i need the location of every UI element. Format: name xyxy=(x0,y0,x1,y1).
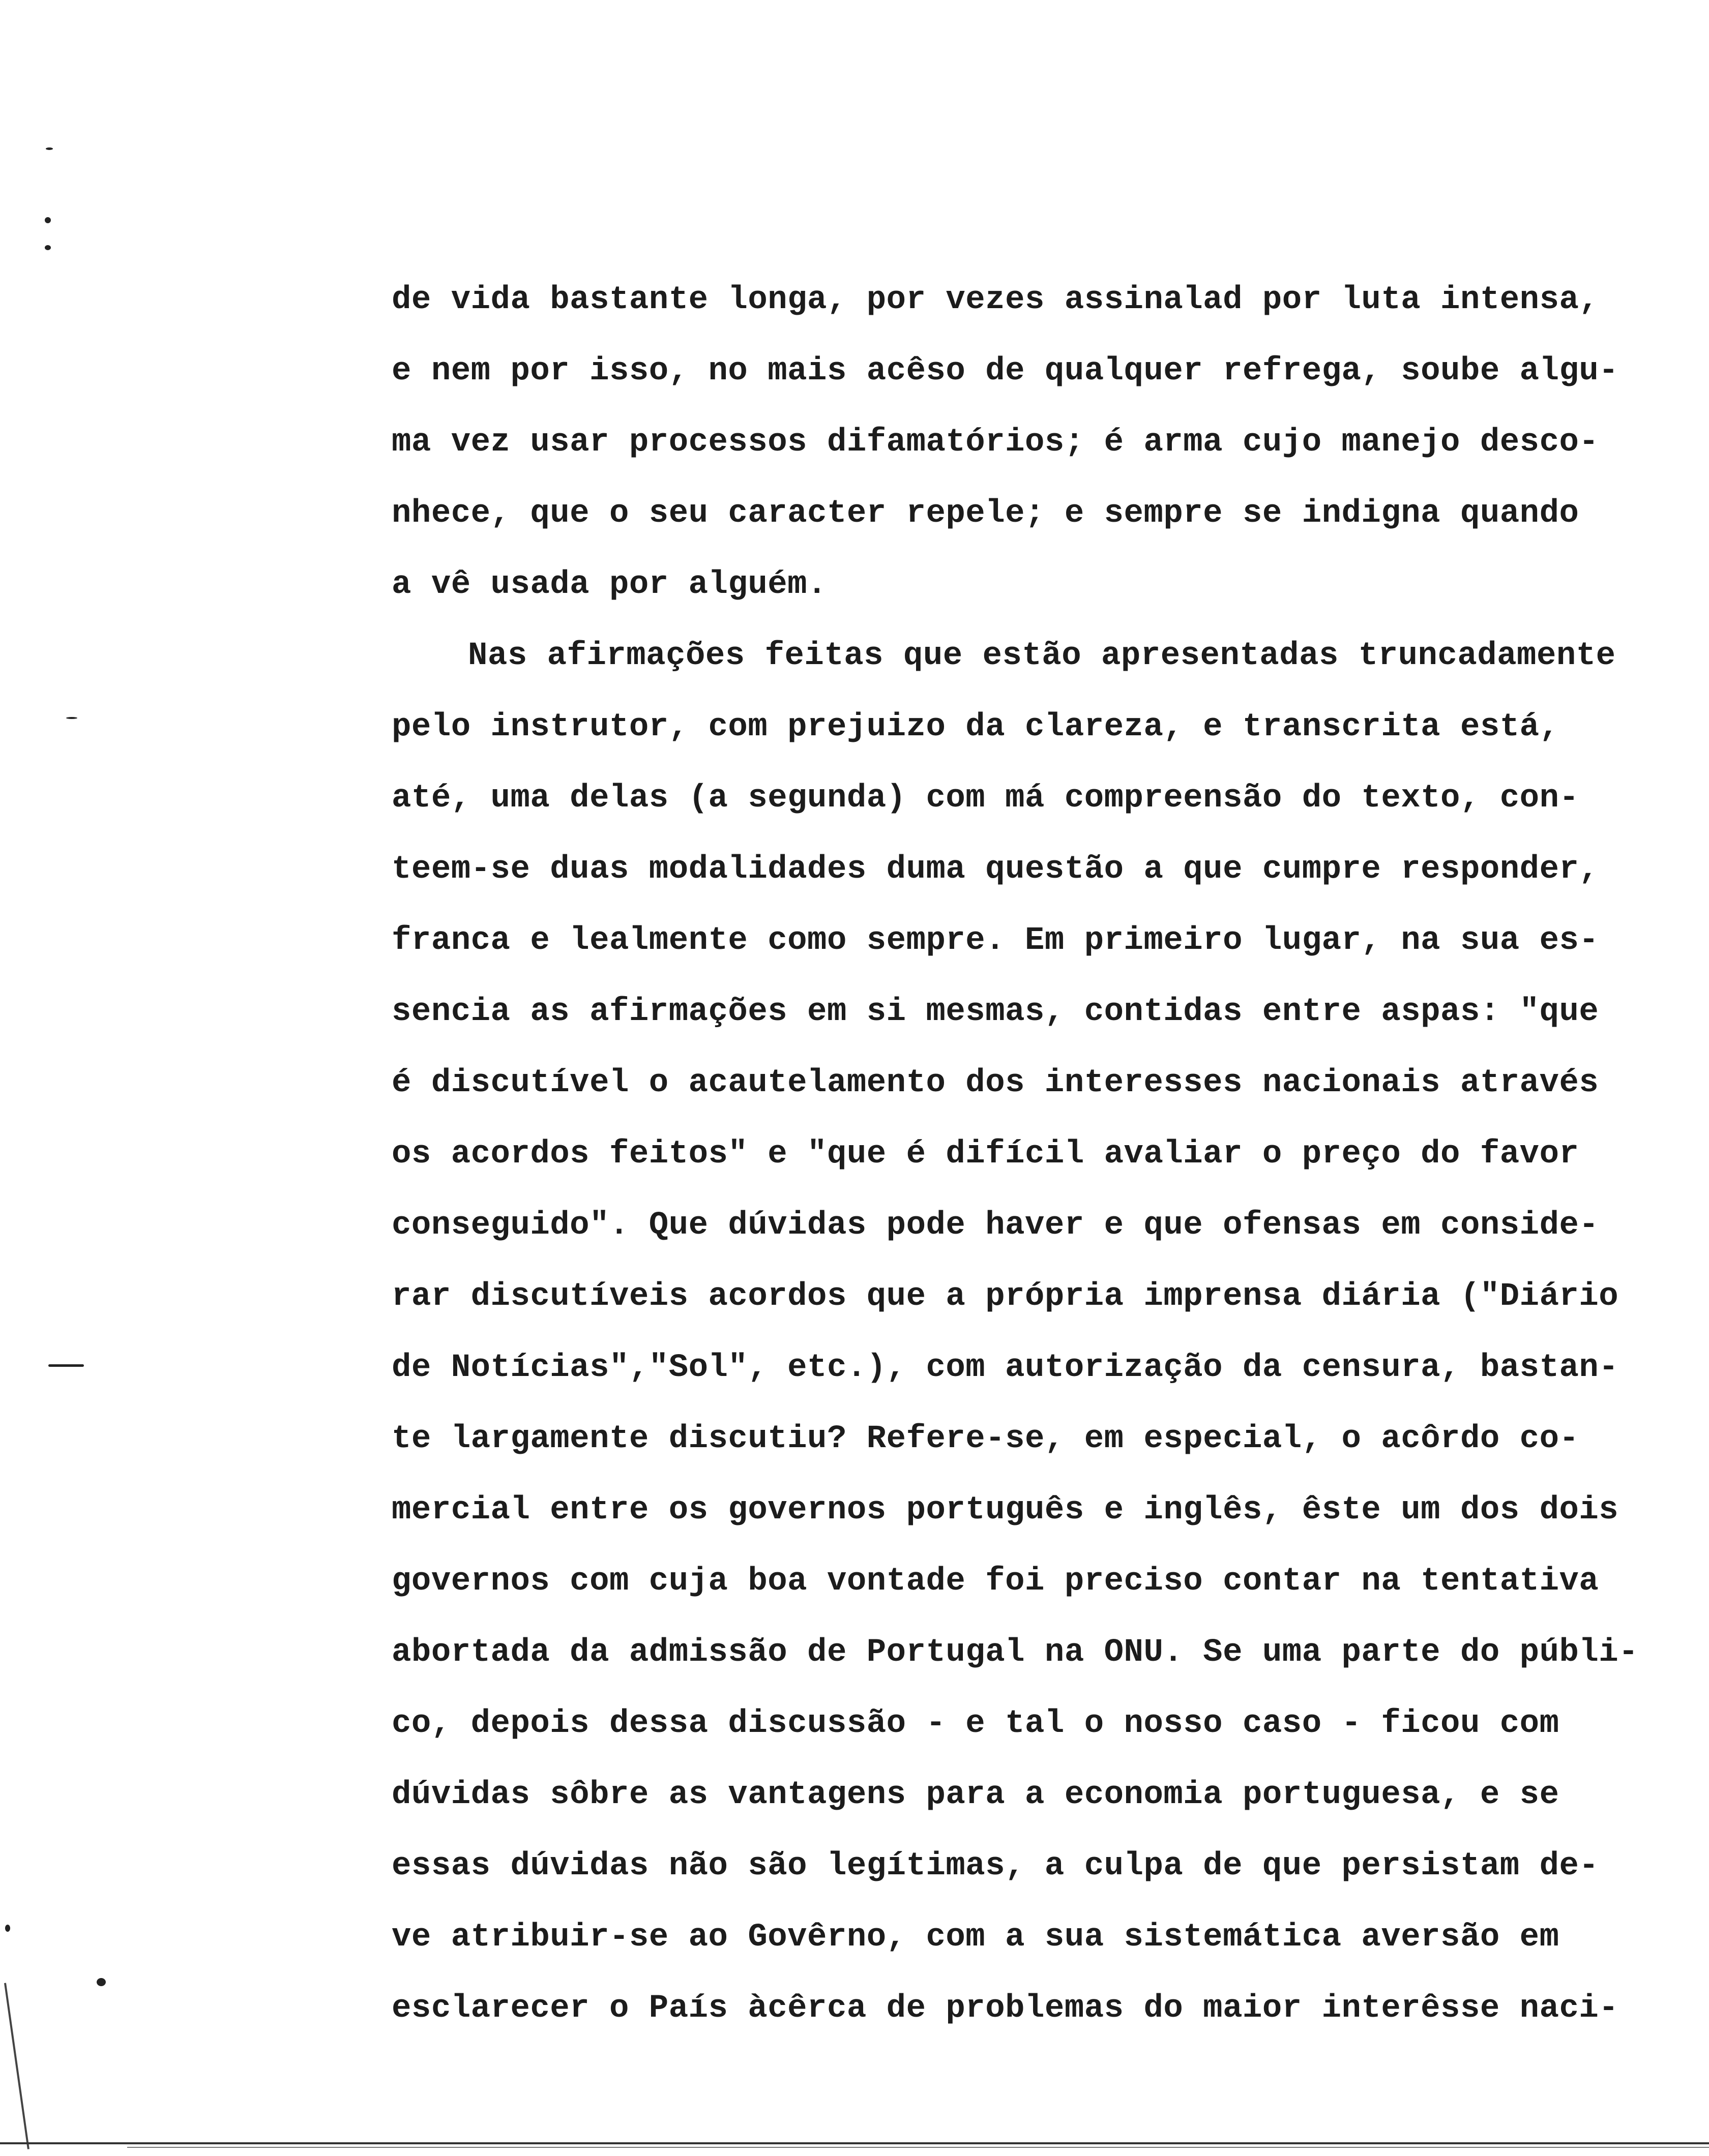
margin-mark xyxy=(45,217,51,223)
text-line: e nem por isso, no mais acêso de qualquer refrega, soube algu- xyxy=(392,353,1619,390)
text-line: mercial entre os governos português e inglês, êste um dos dois xyxy=(392,1492,1619,1529)
bottom-edge-line xyxy=(0,2142,1709,2144)
text-line: de Notícias","Sol", etc.), com autorização da censura, bastan- xyxy=(392,1350,1619,1386)
text-line: essas dúvidas não são legítimas, a culpa de que persistam de- xyxy=(392,1848,1599,1884)
typed-text-body xyxy=(392,264,1684,2044)
margin-mark xyxy=(5,1925,10,1932)
text-line: de vida bastante longa, por vezes assinalad por luta intensa, xyxy=(392,282,1599,318)
paragraph-start-line: Nas afirmações feitas que estão apresentadas truncadamente xyxy=(468,638,1616,674)
text-line: nhece, que o seu caracter repele; e sempre se indigna quando xyxy=(392,495,1579,532)
page-edge-line xyxy=(4,1983,30,2149)
text-line: co, depois dessa discussão - e tal o nosso caso - ficou com xyxy=(392,1705,1559,1742)
text-line: pelo instrutor, com prejuizo da clareza, e transcrita está, xyxy=(392,709,1559,745)
text-line: franca e lealmente como sempre. Em primeiro lugar, na sua es- xyxy=(392,922,1599,959)
text-line: rar discutíveis acordos que a própria imprensa diária ("Diário xyxy=(392,1278,1619,1315)
text-line: dúvidas sôbre as vantagens para a economia portuguesa, e se xyxy=(392,1777,1559,1813)
text-line: governos com cuja boa vontade foi preciso contar na tentativa xyxy=(392,1563,1599,1600)
text-line: até, uma delas (a segunda) com má compreensão do texto, con- xyxy=(392,780,1579,817)
text-line: é discutível o acautelamento dos interesses nacionais através xyxy=(392,1065,1599,1101)
text-line: abortada da admissão de Portugal na ONU. Se uma parte do públi- xyxy=(392,1634,1639,1671)
margin-mark xyxy=(48,1364,84,1367)
text-line: ma vez usar processos difamatórios; é arma cujo manejo desco- xyxy=(392,424,1599,461)
text-line: esclarecer o País àcêrca de problemas do maior interêsse naci- xyxy=(392,1990,1619,2027)
margin-mark xyxy=(66,717,77,719)
text-line: a vê usada por alguém. xyxy=(392,566,827,603)
margin-mark xyxy=(45,245,51,250)
bottom-edge-line-secondary xyxy=(127,2147,1709,2148)
margin-mark xyxy=(46,147,53,150)
text-line: os acordos feitos" e "que é difícil avaliar o preço do favor xyxy=(392,1136,1579,1173)
text-line: te largamente discutiu? Refere-se, em especial, o acôrdo co- xyxy=(392,1421,1579,1457)
text-line: teem-se duas modalidades duma questão a que cumpre responder, xyxy=(392,851,1599,888)
text-line: ve atribuir-se ao Govêrno, com a sua sistemática aversão em xyxy=(392,1919,1559,1956)
text-line: sencia as afirmações em si mesmas, contidas entre aspas: "que xyxy=(392,994,1599,1030)
margin-mark xyxy=(97,1978,106,1986)
text-line: conseguido". Que dúvidas pode haver e que ofensas em conside- xyxy=(392,1207,1599,1244)
